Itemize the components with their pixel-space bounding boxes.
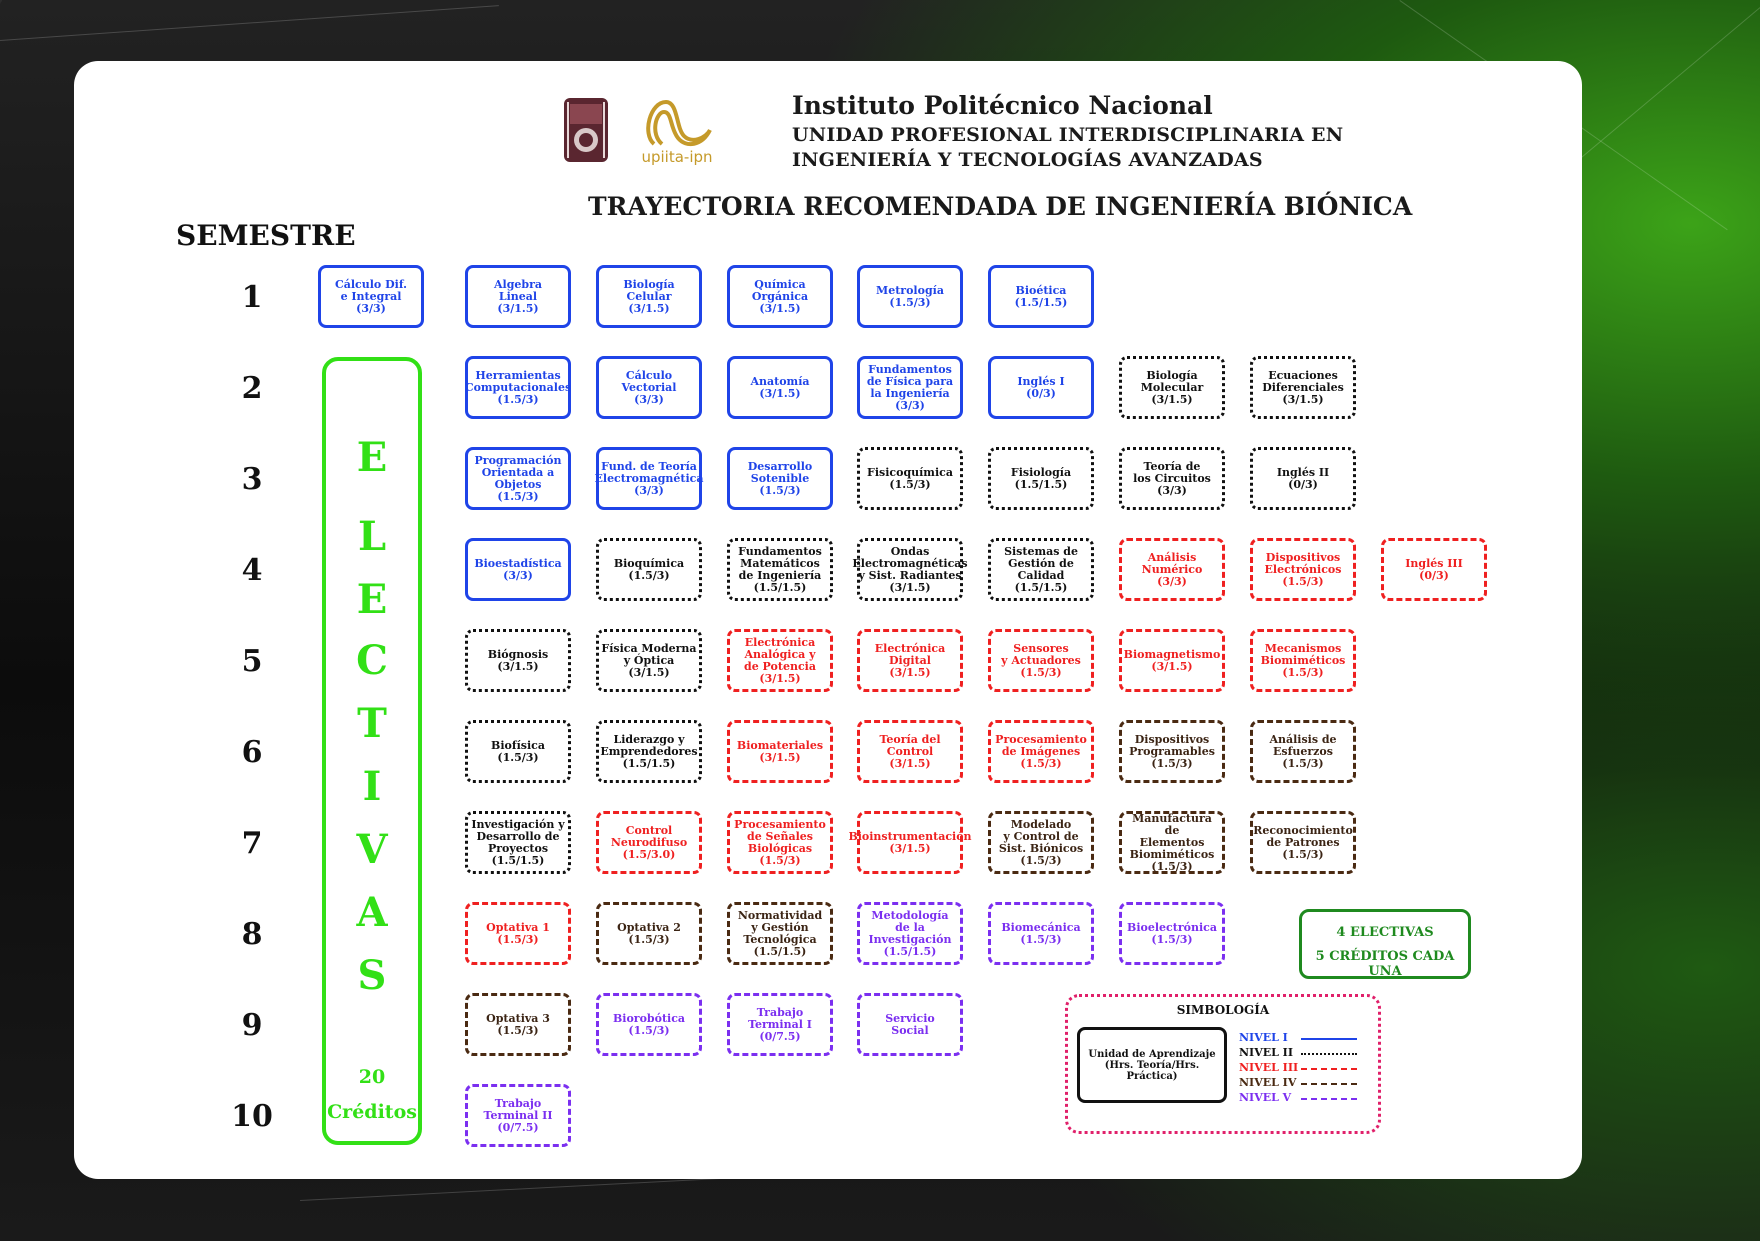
ipn-seal-logo xyxy=(560,96,612,164)
electivas-info-line1: 4 ELECTIVAS xyxy=(1336,925,1434,940)
course-box: Fisicoquímica (1.5/3) xyxy=(857,447,963,510)
course-box: Mecanismos Biomiméticos (1.5/3) xyxy=(1250,629,1356,692)
semester-number: 4 xyxy=(241,553,263,588)
semester-header: SEMESTRE xyxy=(176,219,356,252)
course-box: Ecuaciones Diferenciales (3/1.5) xyxy=(1250,356,1356,419)
legend-level-line xyxy=(1301,1098,1357,1100)
course-box: Electrónica Analógica y de Potencia (3/1.5) xyxy=(727,629,833,692)
course-box: Cálculo Vectorial (3/3) xyxy=(596,356,702,419)
electivas-info-box xyxy=(1299,909,1471,979)
electivas-credits-label: Créditos xyxy=(327,1101,417,1123)
semester-number: 7 xyxy=(241,826,263,861)
course-box: Biomateriales (3/1.5) xyxy=(727,720,833,783)
course-box: Optativa 1 (1.5/3) xyxy=(465,902,571,965)
course-box: Ondas Electromagnéticas y Sist. Radiantes (3/1.5) xyxy=(857,538,963,601)
course-box: Bioquímica (1.5/3) xyxy=(596,538,702,601)
electivas-letter: C xyxy=(356,637,388,684)
course-box: Anatomía (3/1.5) xyxy=(727,356,833,419)
semester-number: 8 xyxy=(241,917,263,952)
course-box: Inglés III (0/3) xyxy=(1381,538,1487,601)
course-box: Biorobótica (1.5/3) xyxy=(596,993,702,1056)
course-box: Metrología (1.5/3) xyxy=(857,265,963,328)
electivas-info-line2: 5 CRÉDITOS CADA UNA xyxy=(1315,949,1455,979)
course-box: Biología Celular (3/1.5) xyxy=(596,265,702,328)
course-box: Optativa 2 (1.5/3) xyxy=(596,902,702,965)
course-box: Física Moderna y Óptica (3/1.5) xyxy=(596,629,702,692)
course-box: Fundamentos Matemáticos de Ingeniería (1.5/1.5) xyxy=(727,538,833,601)
course-box: Dispositivos Electrónicos (1.5/3) xyxy=(1250,538,1356,601)
course-box: Control Neurodifuso (1.5/3.0) xyxy=(596,811,702,874)
course-box: Análisis de Esfuerzos (1.5/3) xyxy=(1250,720,1356,783)
course-box: Fundamentos de Física para la Ingeniería (3/3) xyxy=(857,356,963,419)
course-box: Programación Orientada a Objetos (1.5/3) xyxy=(465,447,571,510)
legend-unit-sample xyxy=(1077,1027,1227,1103)
course-box: Trabajo Terminal I (0/7.5) xyxy=(727,993,833,1056)
electivas-letter: E xyxy=(356,434,388,481)
course-box: Inglés I (0/3) xyxy=(988,356,1094,419)
course-box: Bioética (1.5/1.5) xyxy=(988,265,1094,328)
semester-number: 2 xyxy=(241,371,263,406)
legend-level-line xyxy=(1301,1053,1357,1055)
course-box: Metodología de la Investigación (1.5/1.5) xyxy=(857,902,963,965)
course-box: Sistemas de Gestión de Calidad (1.5/1.5) xyxy=(988,538,1094,601)
course-box: Inglés II (0/3) xyxy=(1250,447,1356,510)
course-box: Reconocimiento de Patrones (1.5/3) xyxy=(1250,811,1356,874)
legend-level-line xyxy=(1301,1068,1357,1070)
unit-subtitle-line1: UNIDAD PROFESIONAL INTERDISCIPLINARIA EN xyxy=(792,124,1344,146)
legend-level-label: NIVEL III xyxy=(1239,1061,1299,1074)
course-box: Cálculo Dif. e Integral (3/3) xyxy=(318,265,424,328)
unit-subtitle-line2: INGENIERÍA Y TECNOLOGÍAS AVANZADAS xyxy=(792,149,1263,171)
legend-unit-line1: Unidad de Aprendizaje xyxy=(1088,1048,1216,1060)
course-box: Fund. de Teoría Electromagnética (3/3) xyxy=(596,447,702,510)
electivas-letter: L xyxy=(357,513,387,560)
course-box: Bioinstrumentación (3/1.5) xyxy=(857,811,963,874)
electivas-letter: V xyxy=(356,826,388,873)
electivas-credits-number: 20 xyxy=(358,1066,386,1088)
legend-level-label: NIVEL II xyxy=(1239,1046,1293,1059)
legend-box xyxy=(1065,994,1381,1134)
course-box: Biógnosis (3/1.5) xyxy=(465,629,571,692)
course-box: Manufactura de Elementos Biomiméticos (1.5/3) xyxy=(1119,811,1225,874)
course-box: Biomecánica (1.5/3) xyxy=(988,902,1094,965)
legend-title: SIMBOLOGÍA xyxy=(1176,1003,1270,1017)
electivas-letter: A xyxy=(356,889,388,936)
course-box: Desarrollo Sotenible (1.5/3) xyxy=(727,447,833,510)
semester-number: 5 xyxy=(241,644,263,679)
course-box: Biofísica (1.5/3) xyxy=(465,720,571,783)
course-box: Trabajo Terminal II (0/7.5) xyxy=(465,1084,571,1147)
course-box: Liderazgo y Emprendedores (1.5/1.5) xyxy=(596,720,702,783)
course-box: Química Orgánica (3/1.5) xyxy=(727,265,833,328)
course-box: Dispositivos Programables (1.5/3) xyxy=(1119,720,1225,783)
course-box: Modelado y Control de Sist. Biónicos (1.5/3) xyxy=(988,811,1094,874)
semester-number: 3 xyxy=(241,462,263,497)
course-box: Procesamiento de Señales Biológicas (1.5/3) xyxy=(727,811,833,874)
semester-number: 6 xyxy=(241,735,263,770)
legend-unit-line2: (Hrs. Teoría/Hrs. Práctica) xyxy=(1104,1059,1200,1082)
electivas-letter: E xyxy=(356,576,388,623)
course-box: Biología Molecular (3/1.5) xyxy=(1119,356,1225,419)
upiita-logo xyxy=(632,94,722,166)
legend-level-label: NIVEL IV xyxy=(1239,1076,1297,1089)
legend-level-label: NIVEL V xyxy=(1239,1091,1292,1104)
course-box: Algebra Lineal (3/1.5) xyxy=(465,265,571,328)
legend-level-line xyxy=(1301,1083,1357,1085)
upiita-logo-text: upiita-ipn xyxy=(641,148,713,166)
course-box: Bioestadística (3/3) xyxy=(465,538,571,601)
course-box: Electrónica Digital (3/1.5) xyxy=(857,629,963,692)
course-box: Investigación y Desarrollo de Proyectos (1.5/1.5) xyxy=(465,811,571,874)
electivas-letter: T xyxy=(357,700,387,747)
course-box: Servicio Social xyxy=(857,993,963,1056)
course-box: Herramientas Computacionales (1.5/3) xyxy=(465,356,571,419)
semester-number: 1 xyxy=(241,280,263,315)
institution-title: Instituto Politécnico Nacional xyxy=(792,91,1213,120)
semester-number: 10 xyxy=(231,1099,273,1134)
page-title: TRAYECTORIA RECOMENDADA DE INGENIERÍA BIÓNICA xyxy=(588,192,1413,221)
course-box: Procesamiento de Imágenes (1.5/3) xyxy=(988,720,1094,783)
legend-level-label: NIVEL I xyxy=(1239,1031,1288,1044)
course-box: Bioelectrónica (1.5/3) xyxy=(1119,902,1225,965)
course-box: Sensores y Actuadores (1.5/3) xyxy=(988,629,1094,692)
course-box: Teoría del Control (3/1.5) xyxy=(857,720,963,783)
legend-level-line xyxy=(1301,1038,1357,1040)
electivas-letter: S xyxy=(357,952,387,999)
course-box: Fisiología (1.5/1.5) xyxy=(988,447,1094,510)
course-box: Normatividad y Gestión Tecnológica (1.5/1.5) xyxy=(727,902,833,965)
course-box: Biomagnetismo (3/1.5) xyxy=(1119,629,1225,692)
course-box: Optativa 3 (1.5/3) xyxy=(465,993,571,1056)
electivas-letter: I xyxy=(362,763,382,810)
course-box: Teoría de los Circuitos (3/3) xyxy=(1119,447,1225,510)
course-box: Análisis Numérico (3/3) xyxy=(1119,538,1225,601)
semester-number: 9 xyxy=(241,1008,263,1043)
